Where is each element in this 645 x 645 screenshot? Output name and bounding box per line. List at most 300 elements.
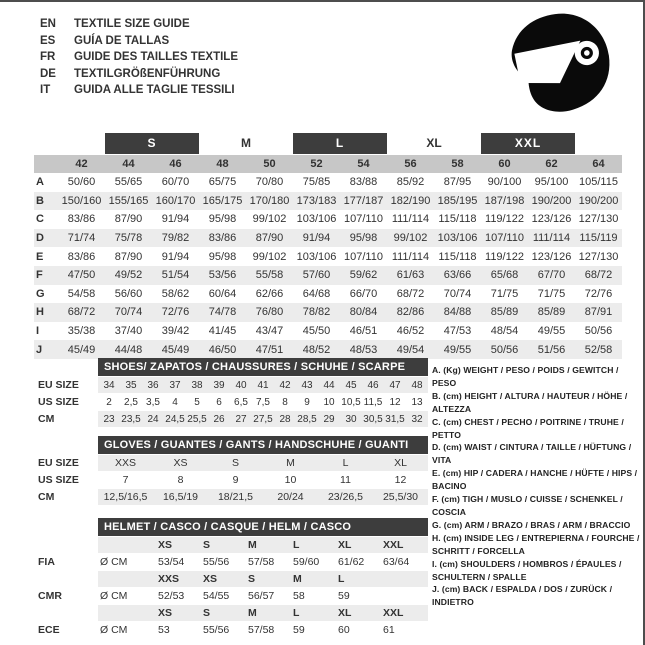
size-value: 70/74 — [443, 287, 472, 300]
size-value: 53 — [158, 624, 170, 636]
size-value: 79/82 — [161, 232, 190, 245]
size-number: 64 — [592, 158, 605, 170]
size-value: 61/63 — [396, 269, 425, 282]
size-value: 182/190 — [390, 194, 431, 207]
size-value: 99/102 — [393, 232, 428, 245]
size-label: L — [338, 573, 345, 585]
spacer — [38, 506, 430, 518]
size-value: 5 — [194, 396, 200, 408]
size-value: 45/50 — [302, 325, 331, 338]
row-values — [98, 377, 428, 393]
row-values — [98, 605, 428, 621]
unit-label: Ø CM — [100, 590, 128, 602]
size-value: 40 — [235, 379, 247, 391]
legend-item: D. (cm) WAIST / CINTURA / TAILLE / HÜFTUNG / VITA — [432, 442, 632, 466]
size-value: 74/78 — [208, 306, 237, 319]
size-label: XXL — [383, 607, 404, 619]
size-value: 49/55 — [537, 325, 566, 338]
size-number: 50 — [263, 158, 276, 170]
table-row — [34, 247, 622, 266]
size-value: 50/60 — [67, 176, 96, 189]
table-row — [34, 192, 622, 211]
size-value: 7,5 — [256, 396, 270, 408]
size-value: 83/86 — [67, 250, 96, 263]
size-value: 56/57 — [248, 590, 275, 602]
size-value: 47/50 — [67, 269, 96, 282]
table-row — [34, 303, 622, 322]
size-value: 42 — [279, 379, 291, 391]
size-number: 42 — [75, 158, 88, 170]
size-label: M — [248, 539, 257, 551]
size-value: 16,5/19 — [162, 491, 199, 503]
size-value: 28,5 — [297, 413, 317, 425]
size-value: 72/76 — [584, 287, 613, 300]
row-label: H — [36, 306, 44, 319]
language-row — [40, 33, 238, 50]
size-value: 63/66 — [443, 269, 472, 282]
size-value: 46/50 — [208, 343, 237, 356]
size-label: XS — [158, 539, 173, 551]
size-value: 27,5 — [253, 413, 273, 425]
size-value: 46 — [367, 379, 379, 391]
size-value: 165/175 — [202, 194, 243, 207]
size-value: 71/75 — [537, 287, 566, 300]
size-value: 25,5/30 — [382, 491, 419, 503]
size-value: 68/72 — [584, 269, 613, 282]
table-row — [34, 322, 622, 341]
gloves-table-header — [38, 436, 430, 454]
language-row — [40, 66, 238, 83]
size-value: 56/60 — [114, 287, 143, 300]
size-value: 85/89 — [490, 306, 519, 319]
size-value: 72/76 — [161, 306, 190, 319]
size-value: 43 — [301, 379, 313, 391]
size-value: 13 — [411, 396, 423, 408]
size-value: 59/62 — [349, 269, 378, 282]
size-value: 71/75 — [490, 287, 519, 300]
size-value: 32 — [411, 413, 423, 425]
language-label: GUIDA ALLE TAGLIE TESSILI — [74, 84, 235, 96]
size-value: 30,5 — [363, 413, 383, 425]
size-value: 95/98 — [208, 213, 237, 226]
size-value: 107/110 — [344, 250, 383, 263]
size-value: 54/55 — [203, 590, 230, 602]
size-value: 91/94 — [161, 250, 190, 263]
size-value: 78/82 — [302, 306, 331, 319]
size-value: 99/102 — [252, 213, 287, 226]
size-value: 47/51 — [255, 343, 284, 356]
size-label: S — [203, 607, 211, 619]
size-value: 34 — [103, 379, 115, 391]
size-value: XS — [173, 457, 188, 469]
language-list — [40, 16, 238, 99]
row-values — [98, 489, 428, 505]
size-group-label: XL — [426, 136, 442, 150]
size-value: 57/60 — [302, 269, 331, 282]
size-value: M — [286, 457, 295, 469]
size-value: 111/114 — [391, 250, 430, 263]
unit-label: Ø CM — [100, 624, 128, 636]
helmet-values-row — [38, 554, 430, 570]
size-value: 50/56 — [584, 325, 613, 338]
size-value: 123/126 — [531, 250, 572, 263]
size-group-label: XXL — [481, 133, 575, 154]
row-label: US SIZE — [38, 474, 79, 486]
row-values — [98, 472, 428, 488]
size-number: 44 — [122, 158, 135, 170]
size-value: 44 — [323, 379, 335, 391]
size-value: 9 — [232, 474, 239, 486]
size-value: 55/56 — [203, 556, 230, 568]
size-value: 87/95 — [443, 176, 472, 189]
row-label: B — [36, 194, 44, 207]
table-row — [38, 472, 430, 488]
language-code: ES — [40, 34, 56, 47]
row-label: CM — [38, 413, 55, 425]
table-row — [38, 377, 430, 393]
table-row — [38, 411, 430, 427]
size-value: 28 — [279, 413, 291, 425]
size-value: 57/58 — [248, 624, 275, 636]
size-value: 60 — [338, 624, 350, 636]
size-value: 36 — [147, 379, 159, 391]
size-number: 56 — [404, 158, 417, 170]
size-label: XL — [338, 539, 352, 551]
legend-item: I. (cm) SHOULDERS / HOMBROS / ÉPAULES / SCHULTERN / SPALLE — [432, 558, 622, 582]
table-row — [34, 266, 622, 285]
size-value: 48/52 — [302, 343, 331, 356]
size-value: 150/160 — [61, 194, 102, 207]
size-value: 75/78 — [114, 232, 143, 245]
language-code: FR — [40, 51, 56, 63]
size-value: 39/42 — [161, 325, 190, 338]
size-value: 115/119 — [579, 232, 618, 245]
size-value: 95/100 — [534, 176, 569, 189]
row-values — [98, 622, 428, 638]
size-value: 29 — [323, 413, 335, 425]
size-value: 70/74 — [114, 306, 143, 319]
racing-helmet-icon — [501, 8, 623, 125]
size-value: 155/165 — [108, 194, 149, 207]
row-label: F — [36, 269, 43, 282]
size-value: 119/122 — [485, 213, 524, 226]
size-value: 4 — [172, 396, 178, 408]
size-value: 66/70 — [349, 287, 378, 300]
row-label: D — [36, 232, 44, 245]
size-value: 52/58 — [584, 343, 613, 356]
size-group-label: S — [105, 133, 199, 154]
measurement-legend — [432, 364, 642, 609]
size-value: 49/52 — [114, 269, 143, 282]
size-value: 18/21,5 — [217, 491, 254, 503]
size-value: 61 — [383, 624, 395, 636]
size-label: S — [203, 539, 211, 551]
size-value: 103/106 — [296, 250, 337, 263]
size-value: 23 — [103, 413, 115, 425]
size-value: 68/72 — [67, 306, 96, 319]
size-value: 115/118 — [438, 213, 477, 226]
size-number: 58 — [451, 158, 464, 170]
size-value: 95/98 — [208, 250, 237, 263]
size-value: 170/180 — [249, 194, 290, 207]
size-value: 107/110 — [485, 232, 524, 245]
row-values — [98, 588, 428, 604]
size-value: 46/52 — [396, 325, 425, 338]
size-value: 12 — [394, 474, 407, 486]
table-row — [34, 229, 622, 248]
legend-item: C. (cm) CHEST / PECHO / POITRINE / TRUHE / PETTO — [432, 416, 624, 440]
row-label: G — [36, 287, 45, 300]
size-value: 25,5 — [187, 413, 207, 425]
size-value: 59/60 — [293, 556, 320, 568]
size-number: 54 — [357, 158, 370, 170]
size-number: 60 — [498, 158, 511, 170]
table-row — [34, 285, 622, 304]
size-value: 53/54 — [158, 556, 185, 568]
language-code: EN — [40, 18, 56, 30]
size-label: L — [293, 607, 300, 619]
size-label: M — [293, 573, 302, 585]
standard-label: FIA — [38, 556, 55, 568]
row-values — [98, 554, 428, 570]
language-code: IT — [40, 84, 51, 96]
row-label: E — [36, 250, 44, 263]
size-value: 44/48 — [114, 343, 143, 356]
size-value: 62/66 — [255, 287, 284, 300]
size-label: XXS — [158, 573, 180, 585]
language-label: GUIDE DES TAILLES TEXTILE — [74, 51, 238, 63]
size-value: 65/75 — [208, 176, 237, 189]
table-row — [38, 455, 430, 471]
size-label: M — [248, 607, 257, 619]
size-label: S — [248, 573, 256, 585]
size-value: 2,5 — [124, 396, 138, 408]
size-value: 10 — [323, 396, 335, 408]
size-value: 85/89 — [537, 306, 566, 319]
size-value: 59 — [293, 624, 305, 636]
size-value: 55/56 — [203, 624, 230, 636]
row-values — [98, 571, 428, 587]
size-value: 59 — [338, 590, 350, 602]
size-value: 23,5 — [121, 413, 141, 425]
size-value: 76/80 — [255, 306, 284, 319]
size-value: 119/122 — [485, 250, 524, 263]
size-value: 49/55 — [443, 343, 472, 356]
size-value: 48 — [411, 379, 423, 391]
language-label: TEXTILGRÖßENFÜHRUNG — [74, 67, 221, 80]
size-value: 85/92 — [396, 176, 425, 189]
size-value: 49/54 — [396, 343, 425, 356]
size-value: 24,5 — [165, 413, 185, 425]
size-value: 127/130 — [578, 213, 619, 226]
size-group-label: L — [293, 133, 387, 154]
size-number: 52 — [310, 158, 323, 170]
size-value: 71/74 — [67, 232, 96, 245]
standard-label: ECE — [38, 624, 60, 636]
size-value: 31,5 — [385, 413, 405, 425]
helmet-sizes-row — [38, 571, 430, 587]
size-value: XXS — [114, 457, 136, 469]
legend-item: J. (cm) BACK / ESPALDA / DOS / ZURÜCK / INDIETRO — [432, 584, 613, 608]
size-value: 43/47 — [255, 325, 284, 338]
size-value: 107/110 — [344, 213, 383, 226]
size-value: 52/53 — [158, 590, 185, 602]
size-value: 37/40 — [114, 325, 143, 338]
size-value: S — [231, 457, 239, 469]
size-value: 103/106 — [296, 213, 337, 226]
size-group-row — [34, 133, 622, 154]
size-value: 160/170 — [155, 194, 196, 207]
size-value: 55/58 — [255, 269, 284, 282]
size-value: 190/200 — [531, 194, 572, 207]
legend-item: A. (Kg) WEIGHT / PESO / POIDS / GEWITCH / PESO — [432, 365, 619, 388]
size-value: L — [342, 457, 349, 469]
size-value: 185/195 — [437, 194, 478, 207]
size-value: 51/56 — [537, 343, 566, 356]
size-value: 63/64 — [383, 556, 410, 568]
size-value: 173/183 — [296, 194, 337, 207]
size-value: 9 — [304, 396, 310, 408]
size-value: 82/86 — [396, 306, 425, 319]
size-value: 6,5 — [234, 396, 248, 408]
size-value: 127/130 — [578, 250, 619, 263]
row-values — [98, 411, 428, 427]
shoes-table-header — [38, 358, 430, 376]
size-value: 61/62 — [338, 556, 365, 568]
size-value: 90/100 — [487, 176, 522, 189]
size-value: 11 — [340, 474, 351, 486]
size-value: 3,5 — [146, 396, 160, 408]
helmet-sizes-row — [38, 537, 430, 553]
size-value: 80/84 — [349, 306, 378, 319]
size-value: 111/114 — [391, 213, 430, 226]
size-number-row — [34, 155, 622, 173]
size-value: 70/80 — [255, 176, 284, 189]
size-value: 60/70 — [161, 176, 190, 189]
row-label: US SIZE — [38, 396, 79, 408]
size-value: 24 — [147, 413, 159, 425]
legend-item: G. (cm) ARM / BRAZO / BRAS / ARM / BRACCIO — [432, 519, 631, 530]
size-value: 30 — [345, 413, 357, 425]
size-value: 41 — [257, 379, 269, 391]
size-value: 10,5 — [341, 396, 361, 408]
size-value: 6 — [216, 396, 222, 408]
legend-item: E. (cm) HIP / CADERA / HANCHE / HÜFTE / HIPS / BACINO — [432, 468, 638, 492]
size-value: 87/90 — [255, 232, 284, 245]
size-value: 37 — [169, 379, 181, 391]
size-value: 99/102 — [252, 250, 287, 263]
language-code: DE — [40, 67, 56, 80]
size-value: 11,5 — [363, 396, 383, 408]
size-value: 8 — [282, 396, 288, 408]
standard-label: CMR — [38, 590, 62, 602]
size-value: 8 — [177, 474, 184, 486]
gloves-title: GLOVES / GUANTES / GANTS / HANDSCHUHE / GUANTI — [98, 436, 428, 454]
size-value: 38 — [191, 379, 203, 391]
row-values — [98, 537, 428, 553]
size-value: 54/58 — [67, 287, 96, 300]
size-label: L — [293, 539, 300, 551]
size-value: 91/94 — [302, 232, 331, 245]
size-value: XL — [394, 457, 407, 469]
accessory-size-tables — [38, 358, 430, 639]
row-values — [98, 455, 428, 471]
row-label: J — [36, 343, 43, 356]
size-label: XL — [338, 607, 352, 619]
language-row — [40, 82, 238, 99]
size-value: 67/70 — [537, 269, 566, 282]
helmet-values-row — [38, 588, 430, 604]
size-value: 105/115 — [579, 176, 618, 189]
size-value: 84/88 — [443, 306, 472, 319]
size-value: 7 — [122, 474, 129, 486]
size-value: 65/68 — [490, 269, 519, 282]
size-value: 50/56 — [490, 343, 519, 356]
size-value: 10 — [284, 474, 297, 486]
size-value: 123/126 — [531, 213, 572, 226]
helmet-values-row — [38, 622, 430, 638]
size-value: 39 — [213, 379, 225, 391]
size-label: XS — [158, 607, 173, 619]
size-value: 41/45 — [208, 325, 237, 338]
size-number: 62 — [545, 158, 558, 170]
size-value: 48/54 — [490, 325, 519, 338]
size-value: 35 — [125, 379, 137, 391]
size-value: 45 — [345, 379, 357, 391]
helmet-table-header — [38, 518, 430, 536]
row-label: C — [36, 213, 44, 226]
size-value: 45/49 — [161, 343, 190, 356]
size-value: 115/118 — [438, 250, 477, 263]
unit-label: Ø CM — [100, 556, 128, 568]
spacer — [38, 428, 430, 436]
legend-item: H. (cm) INSIDE LEG / ENTREPIERNA / FOURCHE / SCHRITT / FORCELLA — [432, 532, 640, 556]
size-number: 46 — [169, 158, 182, 170]
size-value: 57/58 — [248, 556, 275, 568]
shoes-title: SHOES/ ZAPATOS / CHAUSSURES / SCHUHE / SCARPE — [98, 358, 428, 376]
size-value: 58/62 — [161, 287, 190, 300]
size-value: 95/98 — [349, 232, 378, 245]
legend-item: F. (cm) TIGH / MUSLO / CUISSE / SCHENKEL / COSCIA — [432, 494, 623, 517]
size-value: 87/91 — [584, 306, 613, 319]
size-value: 103/106 — [437, 232, 478, 245]
language-row — [40, 49, 238, 66]
size-value: 27 — [235, 413, 247, 425]
size-value: 23/26,5 — [327, 491, 364, 503]
helmet-sizes-row — [38, 605, 430, 621]
helmet-title: HELMET / CASCO / CASQUE / HELM / CASCO — [98, 518, 428, 536]
table-row — [38, 489, 430, 505]
row-label: EU SIZE — [38, 457, 79, 469]
row-label: CM — [38, 491, 55, 503]
size-value: 45/49 — [67, 343, 96, 356]
size-group-label: M — [241, 136, 251, 150]
size-value: 177/187 — [343, 194, 384, 207]
size-value: 68/72 — [396, 287, 425, 300]
size-value: 91/94 — [161, 213, 190, 226]
size-value: 60/64 — [208, 287, 237, 300]
size-value: 83/88 — [349, 176, 378, 189]
size-label: XS — [203, 573, 218, 585]
size-value: 20/24 — [277, 491, 304, 503]
legend-item: B. (cm) HEIGHT / ALTURA / HAUTEUR / HÖHE / ALTEZZA — [432, 390, 628, 414]
size-value: 12 — [389, 396, 401, 408]
size-value: 55/65 — [114, 176, 143, 189]
textile-size-table — [34, 133, 622, 359]
table-row — [34, 340, 622, 359]
row-label: EU SIZE — [38, 379, 79, 391]
row-values — [98, 394, 428, 410]
